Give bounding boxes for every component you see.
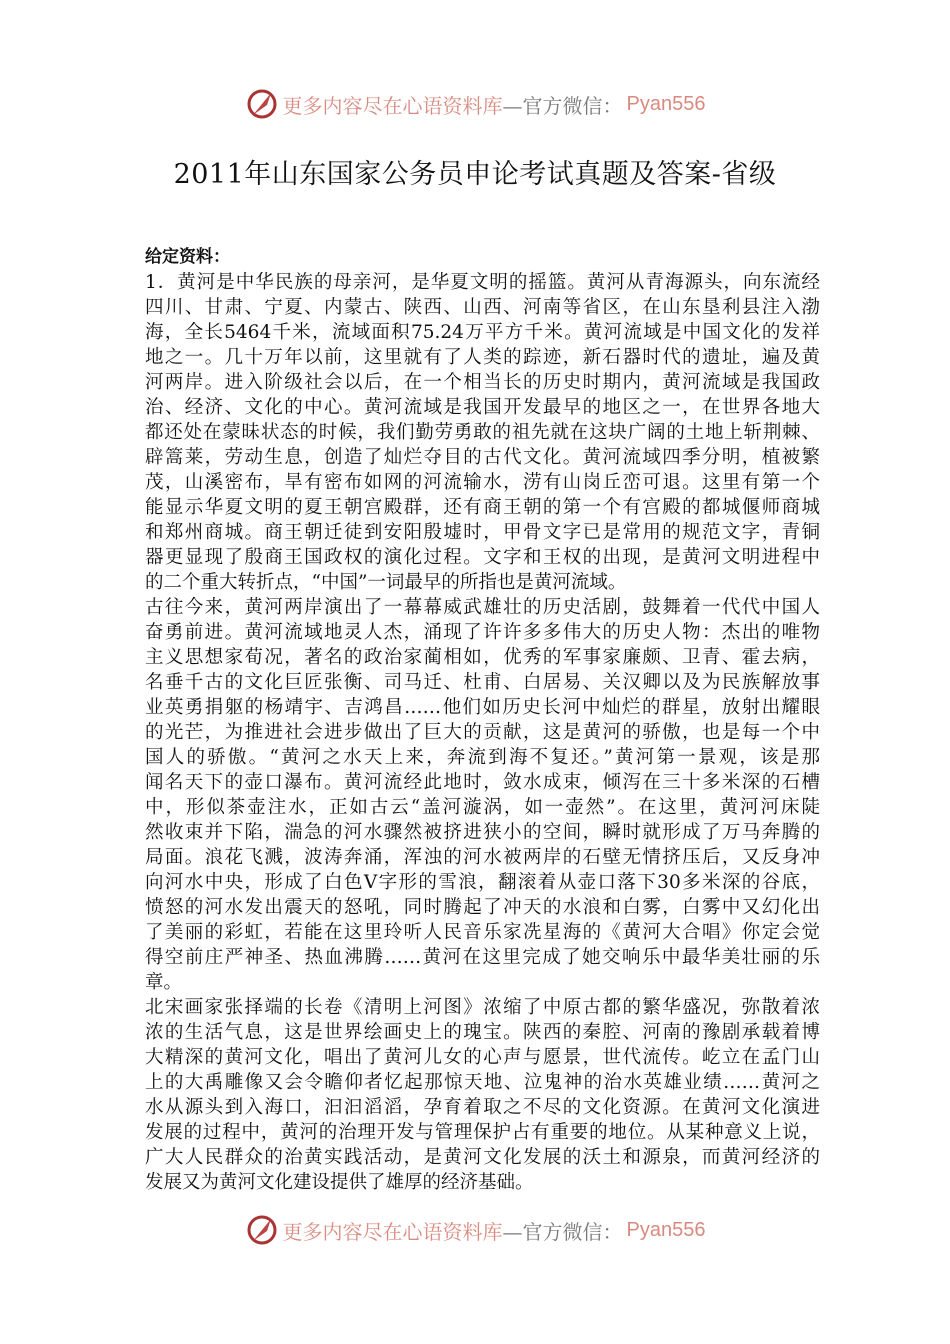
text-line: 浓的生活气息，这是世界绘画史上的瑰宝。陕西的秦腔、河南的豫剧承载着博 xyxy=(145,1022,820,1043)
text-line: 业英勇捐躯的杨靖宇、吉鸿昌……他们如历史长河中灿烂的群星，放射出耀眼 xyxy=(145,697,820,718)
text-line: 四川、甘肃、宁夏、内蒙古、陕西、山西、河南等省区，在山东垦利县注入渤 xyxy=(145,297,820,318)
text-line: 辟篙莱，劳动生息，创造了灿烂夺目的古代文化。黄河流域四季分明，植被繁 xyxy=(145,447,820,468)
text-line: 的二个重大转折点，“中国”一词最早的所指也是黄河流域。 xyxy=(145,572,627,593)
watermark-wechat-label: —官方微信： xyxy=(502,93,623,118)
text-line: 国人的骄傲。“黄河之水天上来，奔流到海不复还。”黄河第一景观，该是那 xyxy=(145,747,820,768)
text-line: 器更显现了殷商王国政权的演化过程。文字和王权的出现，是黄河文明进程中 xyxy=(145,547,820,568)
text-line: 章。 xyxy=(145,972,183,993)
text-line: 和郑州商城。商王朝迁徒到安阳殷墟时，甲骨文字已是常用的规范文字，青铜 xyxy=(145,522,820,543)
text-line: 水从源头到入海口，汩汩滔滔，孕育着取之不尽的文化资源。在黄河文化演进 xyxy=(145,1097,820,1118)
text-line: 的光芒，为推进社会进步做出了巨大的贡献，这是黄河的骄傲，也是每一个中 xyxy=(145,722,820,743)
quill-logo-icon xyxy=(245,87,279,121)
text-line: 1．黄河是中华民族的母亲河，是华夏文明的摇篮。黄河从青海源头，向东流经 xyxy=(145,272,820,293)
text-line: 能显示华夏文明的夏王朝宫殿群，还有商王朝的第一个有宫殿的都城偃师商城 xyxy=(145,497,820,518)
text-line: 闻名天下的壶口瀑布。黄河流经此地时，敛水成束，倾泻在三十多米深的石槽 xyxy=(145,772,820,793)
text-line: 名垂千古的文化巨匠张衡、司马迁、杜甫、白居易、关汉卿以及为民族解放事 xyxy=(145,672,820,693)
text-line: 向河水中央，形成了白色V字形的雪浪，翻滚着从壶口落下30多米深的谷底， xyxy=(145,872,820,893)
text-line: 然收束并下陷，湍急的河水骤然被挤进狭小的空间，瞬时就形成了万马奔腾的 xyxy=(145,822,820,843)
text-line: 都还处在蒙昧状态的时候，我们勤劳勇敢的祖先就在这块广阔的土地上斩荆棘、 xyxy=(145,422,820,443)
text-line: 治、经济、文化的中心。黄河流域是我国开发最早的地区之一，在世界各地大 xyxy=(145,397,820,418)
text-line: 主义思想家荀况，著名的政治家蔺相如，优秀的军事家廉颇、卫青、霍去病， xyxy=(145,647,820,668)
text-line: 海，全长5464千米，流域面积75.24万平方千米。黄河流域是中国文化的发祥 xyxy=(145,322,820,343)
text-line: 北宋画家张择端的长卷《清明上河图》浓缩了中原古都的繁华盛况，弥散着浓 xyxy=(145,997,820,1018)
text-line: 愤怒的河水发出震天的怒吼，同时腾起了冲天的水浪和白雾，白雾中又幻化出 xyxy=(145,897,820,918)
text-line: 茂，山溪密布，旱有密布如网的河流输水，涝有山岗丘峦可退。这里有第一个 xyxy=(145,472,820,493)
body-text xyxy=(145,270,820,1195)
watermark-wechat-id: Pyan556 xyxy=(626,1218,706,1241)
text-line: 地之一。几十万年以前，这里就有了人类的踪迹，新石器时代的遗址，遍及黄 xyxy=(145,347,820,368)
text-line: 奋勇前进。黄河流域地灵人杰，涌现了许许多多伟大的历史人物：杰出的唯物 xyxy=(145,622,820,643)
watermark-wechat-label: —官方微信： xyxy=(502,1219,623,1244)
text-line: 发展又为黄河文化建设提供了雄厚的经济基础。 xyxy=(145,1172,534,1193)
section-heading: 给定资料： xyxy=(145,247,230,267)
watermark-main-text: 更多内容尽在心语资料库 xyxy=(282,1219,503,1244)
watermark-header xyxy=(0,84,950,124)
text-line: 古往今来，黄河两岸演出了一幕幕威武雄壮的历史活剧，鼓舞着一代代中国人 xyxy=(145,597,820,618)
text-line: 局面。浪花飞溅，波涛奔涌，浑浊的河水被两岸的石壁无情挤压后，又反身冲 xyxy=(145,847,820,868)
quill-logo-icon xyxy=(245,1213,279,1247)
document-body xyxy=(145,245,820,1195)
watermark-main-text: 更多内容尽在心语资料库 xyxy=(282,93,503,118)
watermark-wechat-id: Pyan556 xyxy=(626,92,706,115)
text-line: 了美丽的彩虹，若能在这里玲听人民音乐家冼星海的《黄河大合唱》你定会觉 xyxy=(145,922,820,943)
text-line: 中，形似茶壶注水，正如古云“盖河漩涡，如一壶然”。在这里，黄河河床陡 xyxy=(145,797,820,818)
watermark-footer xyxy=(0,1210,950,1250)
text-line: 上的大禹雕像又会令瞻仰者忆起那惊天地、泣鬼神的治水英雄业绩……黄河之 xyxy=(145,1072,820,1093)
text-line: 河两岸。进入阶级社会以后，在一个相当长的历史时期内，黄河流域是我国政 xyxy=(145,372,820,393)
text-line: 发展的过程中，黄河的治理开发与管理保护占有重要的地位。从某种意义上说， xyxy=(145,1122,820,1143)
text-line: 大精深的黄河文化，唱出了黄河儿女的心声与愿景，世代流传。屹立在孟门山 xyxy=(145,1047,820,1068)
text-line: 得空前庄严神圣、热血沸腾……黄河在这里完成了她交响乐中最华美壮丽的乐 xyxy=(145,947,820,968)
text-line: 广大人民群众的治黄实践活动，是黄河文化发展的沃土和源泉，而黄河经济的 xyxy=(145,1147,820,1168)
document-title: 2011年山东国家公务员申论考试真题及答案-省级 xyxy=(173,159,777,190)
